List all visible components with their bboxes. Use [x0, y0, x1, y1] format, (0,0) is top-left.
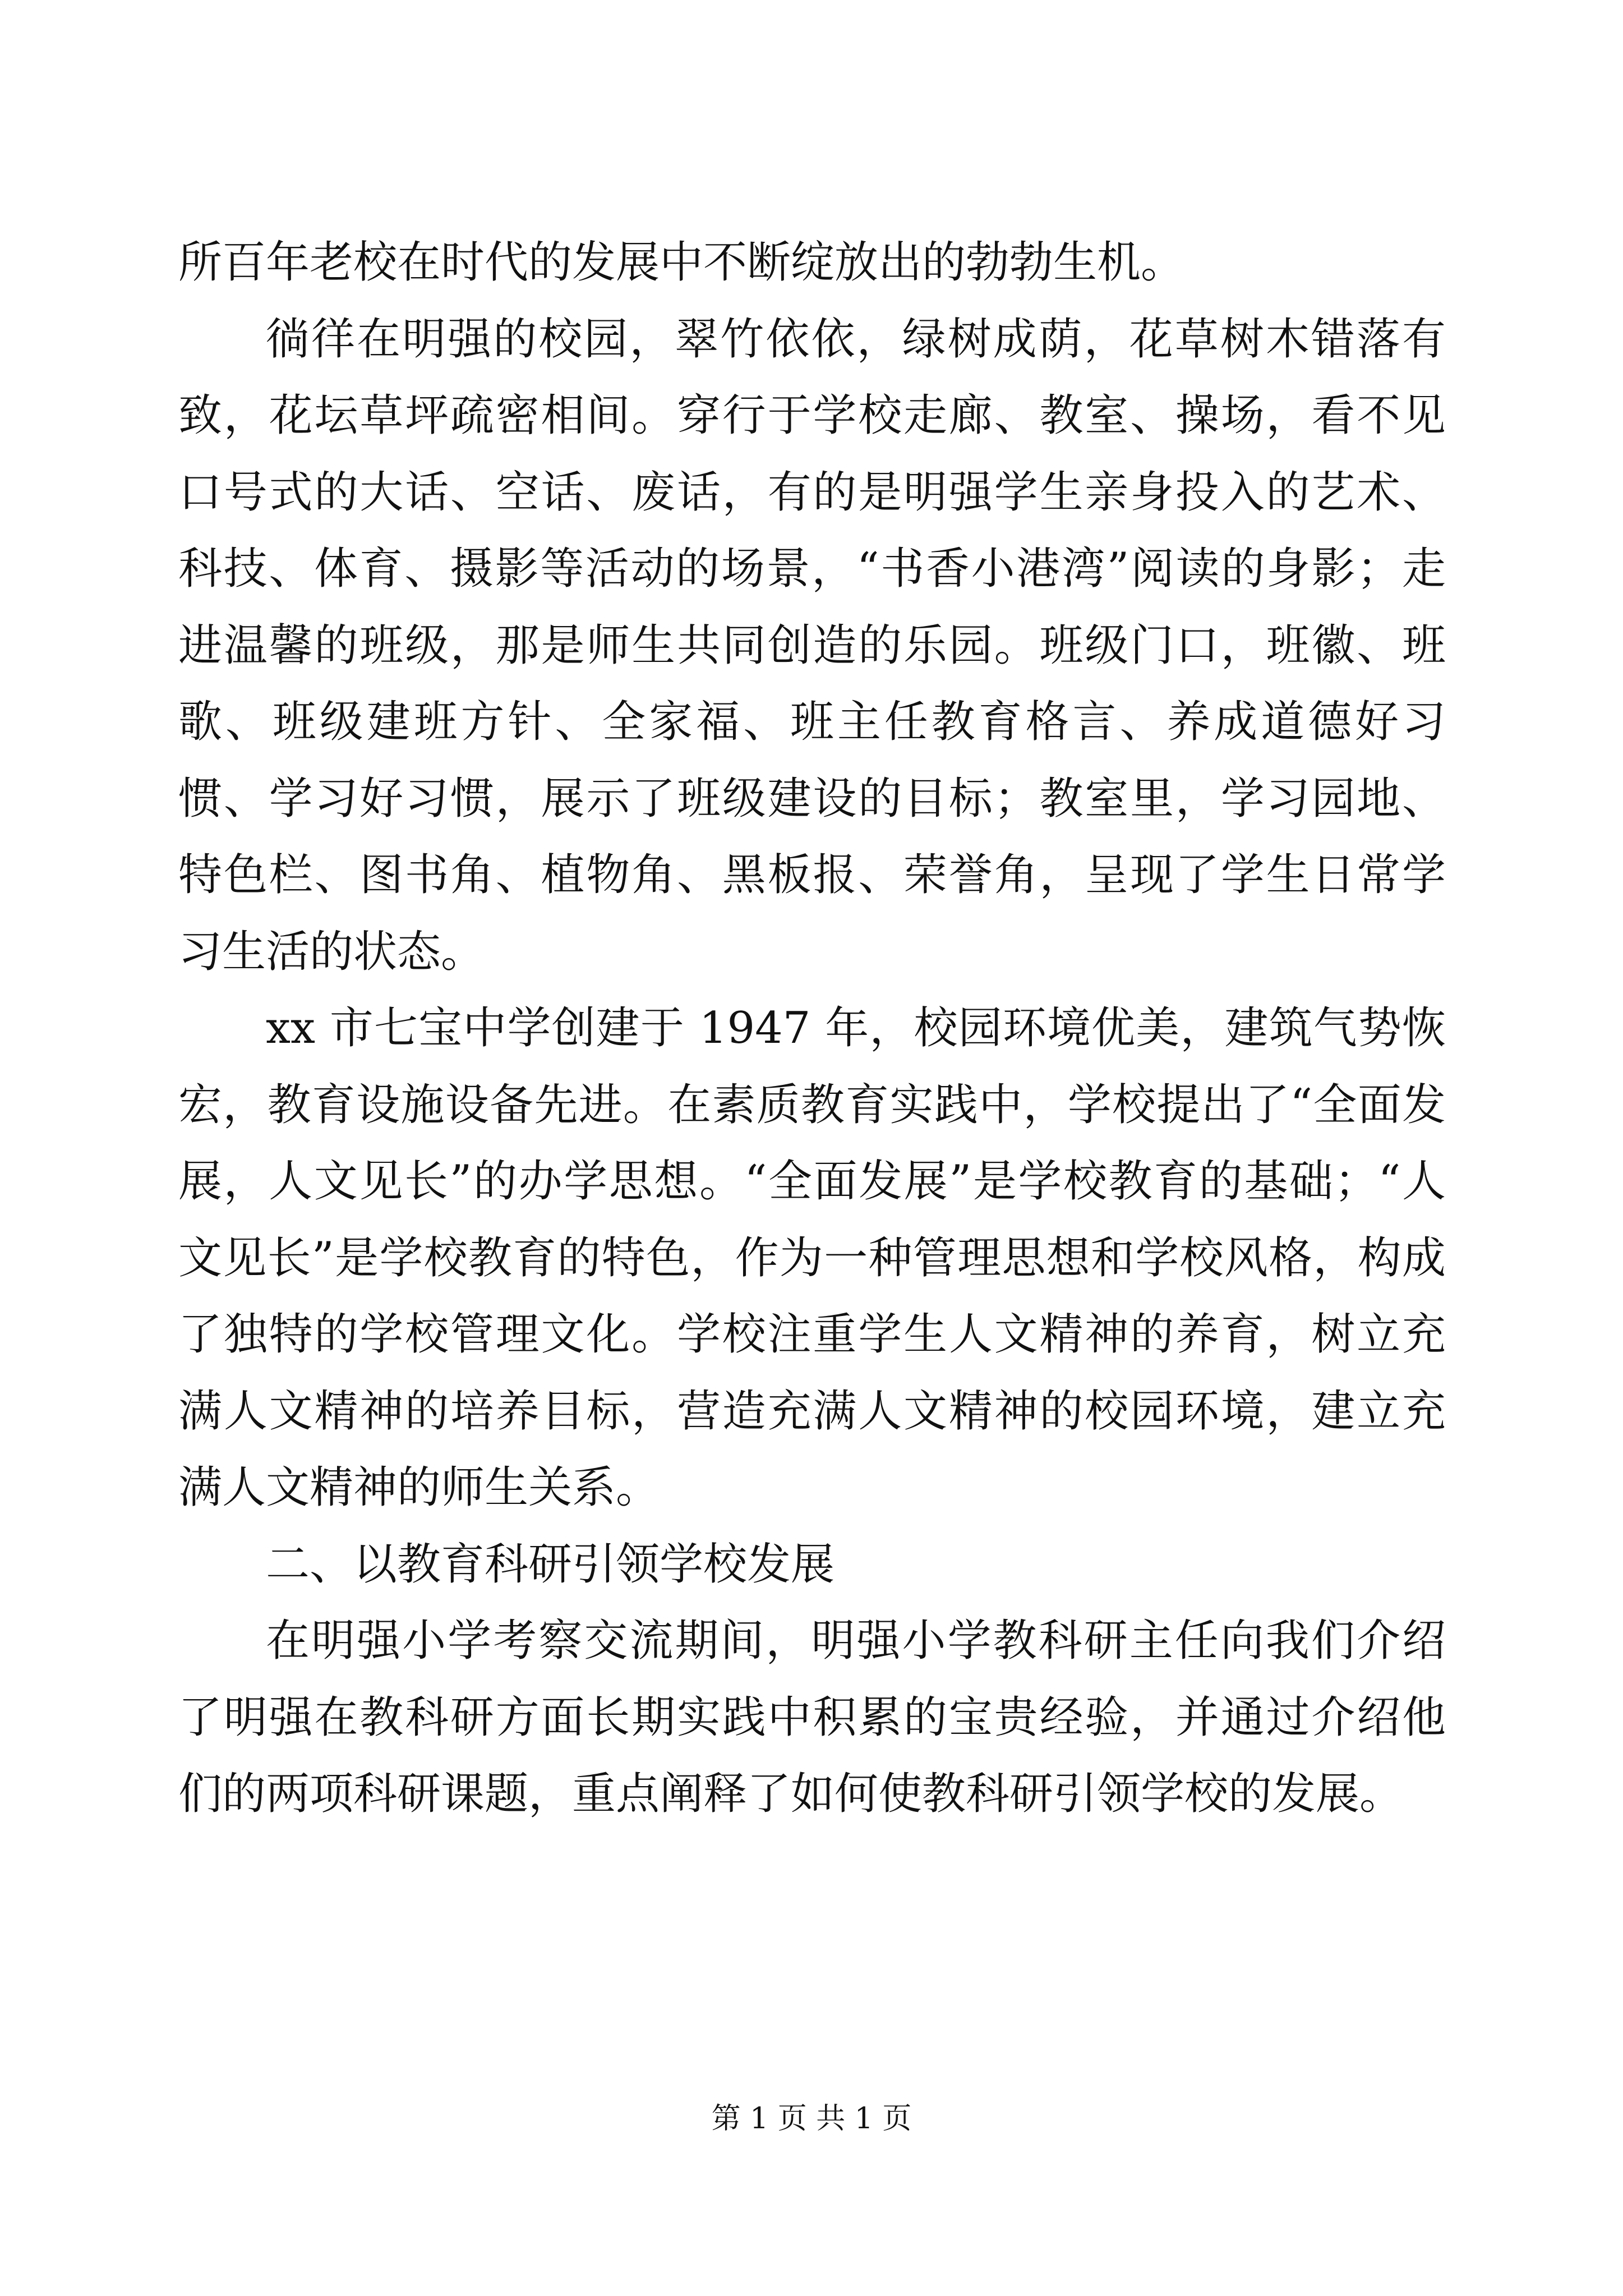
document-body [178, 224, 1446, 1833]
paragraph-continuation: 所百年老校在时代的发展中不断绽放出的勃勃生机。 [178, 237, 1185, 288]
paragraph-qibao-school: xx 市七宝中学创建于 1947 年，校园环境优美，建筑气势恢宏，教育设施设备先进。在素质教育实践中，学校提出了“全面发展，人文见长”的办学思想。“全面发展”是学校教育的基础；“人文见长”是学校教育的特色，作为一种管理思想和学校风格，构成了独特的学校管理文化。学校注重学生人文精神的养育，树立充满人文精神的培养目标，营造充满人文精神的校园环境，建立充满人文精神的师生关系。 [178, 1003, 1446, 1513]
paragraph-campus-walk: 徜徉在明强的校园，翠竹依依，绿树成荫，花草树木错落有致，花坛草坪疏密相间。穿行于学校走廊、教室、操场，看不见口号式的大话、空话、废话，有的是明强学生亲身投入的艺术、科技、体育、摄影等活动的场景，“书香小港湾”阅读的身影；走进温馨的班级，那是师生共同创造的乐园。班级门口，班徽、班歌、班级建班方针、全家福、班主任教育格言、养成道德好习惯、学习好习惯，展示了班级建设的目标；教室里，学习园地、特色栏、图书角、植物角、黑板报、荣誉角，呈现了学生日常学习生活的状态。 [178, 314, 1446, 977]
page-footer: 第 1 页 共 1 页 [711, 2102, 912, 2136]
paragraph-research: 在明强小学考察交流期间，明强小学教科研主任向我们介绍了明强在教科研方面长期实践中积累的宝贵经验，并通过介绍他们的两项科研课题，重点阐释了如何使教科研引领学校的发展。 [178, 1616, 1446, 1819]
section-heading: 二、以教育科研引领学校发展 [266, 1539, 835, 1590]
